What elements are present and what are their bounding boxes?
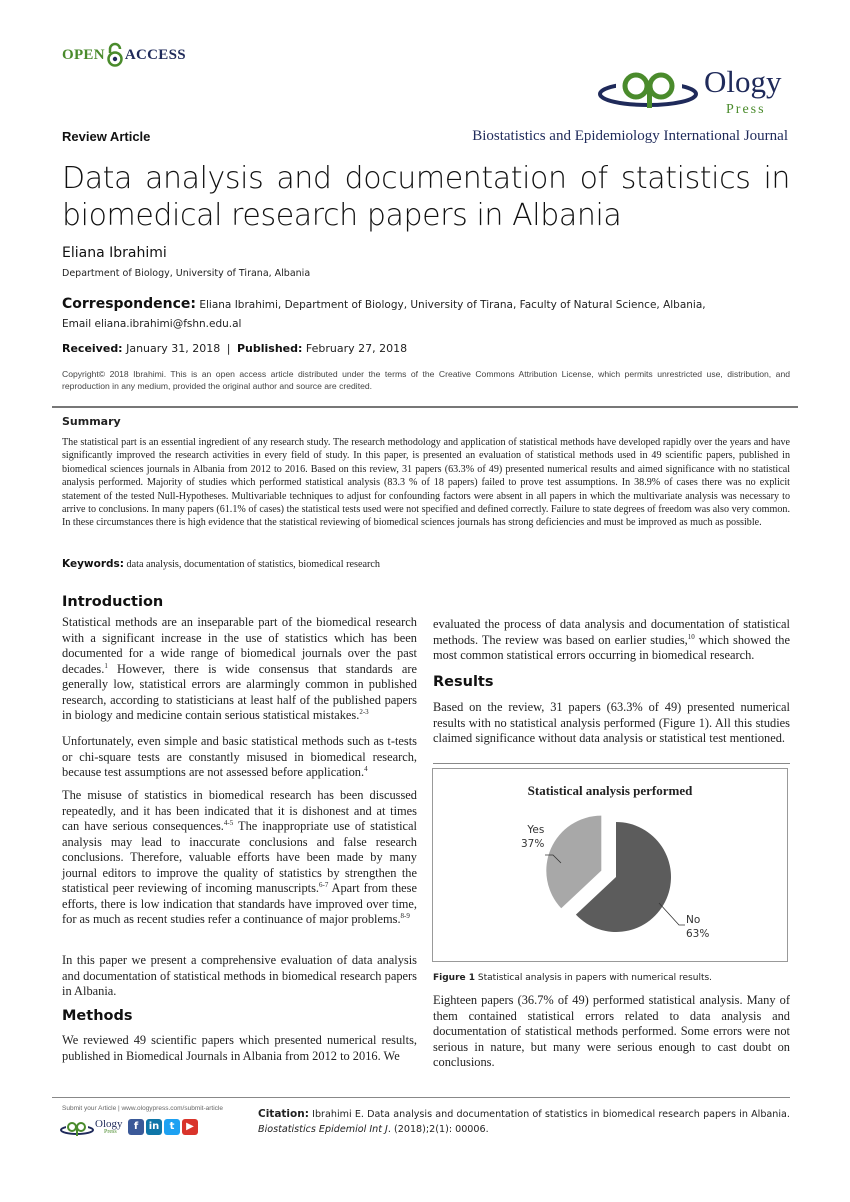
pie-slice-yes bbox=[546, 816, 601, 909]
results-heading: Results bbox=[433, 674, 494, 690]
op-logo-icon bbox=[598, 64, 708, 120]
reference-marker[interactable]: 2-3 bbox=[359, 707, 369, 716]
introduction-paragraph-1 bbox=[62, 615, 417, 724]
methods-cont-text-b: which showed the most common statistical errors occurring in biomedical research. bbox=[433, 632, 790, 662]
author-name: Eliana Ibrahimi bbox=[62, 245, 167, 261]
summary-heading: Summary bbox=[62, 415, 121, 428]
twitter-icon[interactable]: t bbox=[164, 1119, 180, 1135]
introduction-paragraph-2 bbox=[62, 734, 417, 781]
publisher-logo[interactable] bbox=[598, 64, 798, 120]
slice-label-yes-category: Yes bbox=[527, 824, 545, 836]
footer-divider bbox=[52, 1097, 790, 1098]
published-label: Published: bbox=[237, 342, 303, 355]
reference-marker[interactable]: 8-9 bbox=[400, 911, 410, 920]
citation-journal: Biostatistics Epidemiol Int J bbox=[258, 1124, 388, 1135]
methods-paragraph-1: We reviewed 49 scientific papers which presented numerical results, published in Biomedical Journals in Albania from 2012 to 2016. We bbox=[62, 1033, 417, 1063]
reference-marker[interactable]: 6-7 bbox=[319, 880, 329, 889]
open-lock-icon bbox=[107, 42, 123, 68]
email-line bbox=[62, 318, 241, 330]
keywords-text: data analysis, documentation of statistics, biomedical research bbox=[126, 559, 381, 570]
journal-name[interactable]: Biostatistics and Epidemiology International Journal bbox=[472, 128, 788, 144]
footer-publisher-logo[interactable] bbox=[60, 1118, 130, 1138]
author-affiliation: Department of Biology, University of Tirana, Albania bbox=[62, 268, 311, 279]
intro-p1-text-b: However, there is wide consensus that standards are generally low, statistical errors are alarmingly common in published research, according to statisticians at least half of the published papers in biology and medicine contain serious statistical mistakes. bbox=[62, 661, 417, 722]
correspondence-text: Eliana Ibrahimi, Department of Biology, University of Tirana, Faculty of Natural Science, Albania, bbox=[199, 299, 706, 311]
results-paragraph-1: Based on the review, 31 papers (63.3% of 49) presented numerical results with no statistical analysis performed (Figure 1). All this studies claimed significance without data analysis or statistical test mentioned. bbox=[433, 700, 790, 745]
received-label: Received: bbox=[62, 342, 123, 355]
introduction-paragraph-4: In this paper we present a comprehensive evaluation of data analysis and documentation of statistical methods in biomedical research papers in Albania. bbox=[62, 953, 417, 998]
intro-p3-text-b: The inappropriate use of statistical analysis may lead to inaccurate conclusions and false research conclusions. Therefore, valuable efforts have been made by many journal editors to improve the quality of statistics by strengthen the statistical peer reviewing of incoming manuscripts. bbox=[62, 819, 417, 895]
methods-paragraph-1-continued bbox=[433, 617, 790, 664]
dates-line bbox=[62, 342, 407, 355]
citation-text: Ibrahimi E. Data analysis and documentation of statistics in biomedical research papers in Albania. bbox=[312, 1109, 790, 1120]
intro-p3-text-a: The misuse of statistics in biomedical research has been discussed repeatedly, and it has been indicated that it is dishonest and at times can have serious consequences. bbox=[62, 788, 417, 833]
correspondence bbox=[62, 296, 706, 312]
slice-label-no bbox=[686, 913, 709, 941]
figure-caption-label: Figure 1 bbox=[433, 973, 476, 983]
reference-marker[interactable]: 10 bbox=[687, 632, 695, 641]
intro-p2-text: Unfortunately, even simple and basic statistical methods such as t-tests or chi-square tests are constantly misused in biomedical research, because test assumptions are not assessed before application. bbox=[62, 734, 417, 779]
slice-label-yes-value: 37% bbox=[521, 838, 545, 850]
summary-text: The statistical part is an essential ingredient of any research study. The research methodology and application of statistical methods have developed rapidly over the years and have significantly improved the research activities in every field of study. In this paper, is presented an evaluation of statistical methods used in 49 scientific papers, published in biomedical sciences journals in Albania from 2012 to 2016. Based on this review, 31 papers (63.3% of 49) presented numerical results and aimed significance with no statistical analysis performed. Majority of studies which performed statistical analysis (83.3 % of 18 papers) failed to prove test assumptions. In 38.9% of cases there was no explicit statement of the tested Null-Hypotheses. Multivariable techniques to adjust for confounding factors were absent in all papers in which the multivariate analysis was necessary to arrive to conclusions. In many papers (61.1% of cases) the statistical tests used were not specified and defined correctly. Failure to state degrees of freedom was also very common. In these circumstances there is high evidence that the statistical reviewing of biomedical sciences journals has strong deficiencies and must be improved as much as possible. bbox=[62, 437, 790, 529]
figure-caption-text: Statistical analysis in papers with numerical results. bbox=[477, 973, 713, 983]
op-logo-icon bbox=[60, 1118, 96, 1138]
leader-line-no bbox=[659, 903, 685, 925]
email-link[interactable]: eliana.ibrahimi@fshn.edu.al bbox=[94, 318, 242, 330]
footer-logo-name: Ology bbox=[95, 1118, 123, 1130]
figure-caption bbox=[433, 973, 712, 983]
open-access-open-text: OPEN bbox=[62, 46, 105, 63]
intro-p1-text-a: Statistical methods are an inseparable part of the biomedical research with a significant increase in the use of statistics which has been documented for a wide range of biomedical journals over the past decades. bbox=[62, 615, 417, 676]
date-separator: | bbox=[226, 342, 231, 355]
slice-label-no-category: No bbox=[686, 914, 701, 926]
slice-label-yes bbox=[521, 823, 544, 851]
youtube-icon[interactable]: ▶ bbox=[182, 1119, 198, 1135]
citation-label: Citation: bbox=[258, 1108, 309, 1120]
published-date: February 27, 2018 bbox=[305, 342, 408, 355]
citation-details: . (2018);2(1): 00006. bbox=[387, 1124, 489, 1135]
correspondence-label: Correspondence: bbox=[62, 296, 197, 312]
pie-chart bbox=[433, 769, 789, 963]
copyright-notice: Copyright© 2018 Ibrahimi. This is an open access article distributed under the terms of the Creative Commons Attribution License, which permits unrestricted use, distribution, and reproduction in any medium, provided the original author and source are credited. bbox=[62, 369, 790, 391]
figure-divider bbox=[433, 763, 790, 764]
received-date: January 31, 2018 bbox=[126, 342, 221, 355]
article-title: Data analysis and documentation of statistics in biomedical research papers in Albania bbox=[62, 161, 790, 233]
slice-label-no-value: 63% bbox=[686, 928, 710, 940]
keywords-label: Keywords: bbox=[62, 558, 124, 570]
results-paragraph-2: Eighteen papers (36.7% of 49) performed statistical analysis. Many of them contained statistical errors related to data analysis and documentation of statistical methods performed. Some errors were not serious in nature, but many were serious enough to cast doubt on conclusions. bbox=[433, 993, 790, 1069]
reference-marker[interactable]: 4 bbox=[364, 764, 368, 773]
article-type: Review Article bbox=[62, 129, 151, 144]
methods-cont-text-a: evaluated the process of data analysis and documentation of statistical methods. The review was based on earlier studies, bbox=[433, 617, 790, 647]
methods-heading: Methods bbox=[62, 1008, 133, 1024]
header-divider bbox=[52, 406, 798, 408]
open-access-access-text: ACCESS bbox=[124, 46, 186, 63]
publisher-sub: Press bbox=[726, 102, 766, 117]
open-access-logo bbox=[62, 42, 186, 68]
publisher-name: Ology bbox=[704, 64, 782, 99]
introduction-paragraph-3 bbox=[62, 788, 417, 928]
citation bbox=[258, 1107, 790, 1137]
intro-p3-text-c: Apart from these efforts, there is low indication that standards have improved over time, for as much as recent studies refer a continuance of major problems. bbox=[62, 881, 417, 926]
chart-title: Statistical analysis performed bbox=[527, 783, 693, 798]
submit-article-link[interactable]: Submit your Article | www.ologypress.com/submit-article bbox=[62, 1105, 223, 1112]
facebook-icon[interactable]: f bbox=[128, 1119, 144, 1135]
linkedin-icon[interactable]: in bbox=[146, 1119, 162, 1135]
keywords bbox=[62, 558, 380, 570]
email-label: Email bbox=[62, 318, 92, 330]
reference-marker[interactable]: 1 bbox=[104, 661, 108, 670]
footer-logo-sub: Press bbox=[104, 1129, 117, 1135]
pie-chart-figure bbox=[432, 768, 788, 962]
introduction-heading: Introduction bbox=[62, 594, 164, 610]
reference-marker[interactable]: 4-5 bbox=[223, 818, 234, 827]
